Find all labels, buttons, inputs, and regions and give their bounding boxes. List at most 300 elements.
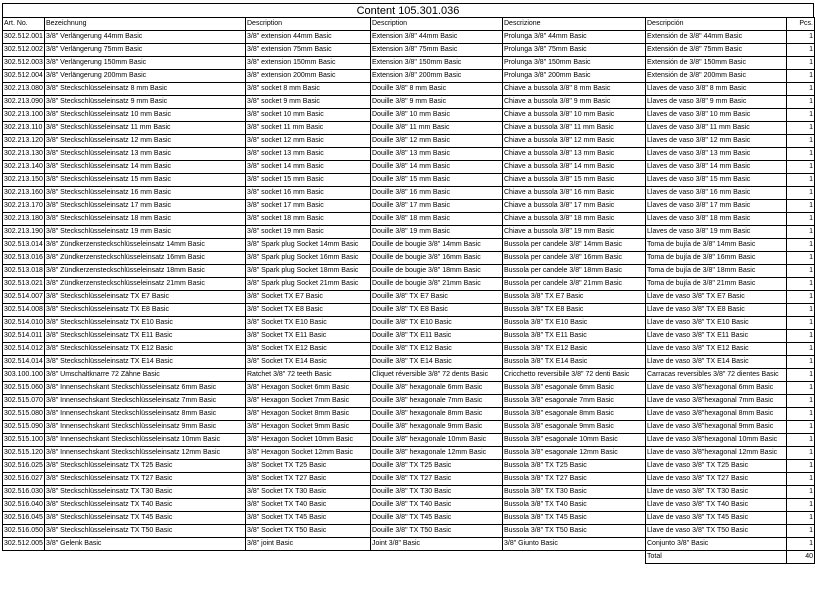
cell-descripcion: Llave de vaso 3/8"hexagonal 6mm Basic	[646, 382, 787, 395]
cell-bezeichnung: 3/8" Steckschlüsseleinsatz TX T50 Basic	[45, 525, 246, 538]
cell-bezeichnung: 3/8" Steckschlüsseleinsatz 18 mm Basic	[45, 213, 246, 226]
cell-description-fr: Douille 3/8" 8 mm Basic	[371, 83, 503, 96]
cell-description-fr: Douille 3/8" hexagonale 10mm Basic	[371, 434, 503, 447]
table-row	[3, 70, 815, 83]
cell-description-en: 3/8" socket 8 mm Basic	[246, 83, 371, 96]
cell-pcs: 1	[787, 122, 815, 135]
cell-description-en: 3/8" extension 200mm Basic	[246, 70, 371, 83]
table-row	[3, 486, 815, 499]
cell-pcs: 1	[787, 278, 815, 291]
cell-description-en: 3/8" Spark plug Socket 18mm Basic	[246, 265, 371, 278]
cell-descripcion: Llave de vaso 3/8" TX T40 Basic	[646, 499, 787, 512]
cell-descrizione: Bussola 3/8" TX E10 Basic	[503, 317, 646, 330]
cell-descripcion: Llave de vaso 3/8" TX E12 Basic	[646, 343, 787, 356]
cell-descripcion: Conjunto 3/8" Basic	[646, 538, 787, 551]
cell-art-no: 302.515.070	[3, 395, 45, 408]
cell-descrizione: Bussola 3/8" esagonale 7mm Basic	[503, 395, 646, 408]
cell-descripcion: Extensión de 3/8" 150mm Basic	[646, 57, 787, 70]
cell-pcs: 1	[787, 148, 815, 161]
cell-art-no: 302.515.080	[3, 408, 45, 421]
cell-description-fr: Douille de bougie 3/8" 16mm Basic	[371, 252, 503, 265]
cell-descripcion: Llaves de vaso 3/8" 12 mm Basic	[646, 135, 787, 148]
cell-descripcion: Llaves de vaso 3/8" 8 mm Basic	[646, 83, 787, 96]
cell-art-no: 302.514.008	[3, 304, 45, 317]
cell-description-fr: Extension 3/8" 44mm Basic	[371, 31, 503, 44]
total-value: 40	[787, 551, 815, 564]
table-header-row	[3, 18, 815, 31]
cell-descrizione: Bussola 3/8" TX E11 Basic	[503, 330, 646, 343]
cell-pcs: 1	[787, 200, 815, 213]
table-row	[3, 525, 815, 538]
cell-bezeichnung: 3/8" Verlängerung 75mm Basic	[45, 44, 246, 57]
cell-pcs: 1	[787, 460, 815, 473]
cell-pcs: 1	[787, 187, 815, 200]
cell-description-en: 3/8" socket 12 mm Basic	[246, 135, 371, 148]
cell-description-en: 3/8" extension 150mm Basic	[246, 57, 371, 70]
cell-bezeichnung: 3/8" Innensechskant Steckschlüsseleinsatz 6mm Basic	[45, 382, 246, 395]
cell-art-no: 302.213.160	[3, 187, 45, 200]
total-spacer	[246, 551, 371, 564]
cell-description-fr: Extension 3/8" 75mm Basic	[371, 44, 503, 57]
cell-description-en: 3/8" extension 44mm Basic	[246, 31, 371, 44]
table-row	[3, 382, 815, 395]
cell-description-fr: Douille 3/8" TX E11 Basic	[371, 330, 503, 343]
cell-descrizione: Bussola 3/8" TX T45 Basic	[503, 512, 646, 525]
table-row	[3, 109, 815, 122]
cell-bezeichnung: 3/8" Gelenk Basic	[45, 538, 246, 551]
cell-pcs: 1	[787, 83, 815, 96]
cell-pcs: 1	[787, 512, 815, 525]
cell-description-en: 3/8" Socket TX E11 Basic	[246, 330, 371, 343]
cell-pcs: 1	[787, 317, 815, 330]
cell-art-no: 302.515.100	[3, 434, 45, 447]
cell-description-fr: Douille 3/8" TX T27 Basic	[371, 473, 503, 486]
cell-art-no: 302.516.050	[3, 525, 45, 538]
cell-descrizione: Bussola 3/8" esagonale 10mm Basic	[503, 434, 646, 447]
cell-pcs: 1	[787, 356, 815, 369]
cell-descrizione: Bussola 3/8" esagonale 6mm Basic	[503, 382, 646, 395]
cell-descrizione: Bussola 3/8" TX T40 Basic	[503, 499, 646, 512]
cell-description-fr: Douille 3/8" hexagonale 6mm Basic	[371, 382, 503, 395]
cell-descrizione: Bussola 3/8" TX T50 Basic	[503, 525, 646, 538]
cell-description-en: 3/8" socket 17 mm Basic	[246, 200, 371, 213]
cell-description-en: 3/8" Hexagon Socket 8mm Basic	[246, 408, 371, 421]
cell-description-en: Ratchet 3/8" 72 teeth Basic	[246, 369, 371, 382]
cell-descrizione: Prolunga 3/8" 44mm Basic	[503, 31, 646, 44]
cell-descrizione: Bussola 3/8" TX E12 Basic	[503, 343, 646, 356]
cell-bezeichnung: 3/8" Steckschlüsseleinsatz 15 mm Basic	[45, 174, 246, 187]
cell-description-fr: Douille 3/8" 18 mm Basic	[371, 213, 503, 226]
cell-description-fr: Douille 3/8" TX E10 Basic	[371, 317, 503, 330]
cell-descripcion: Llave de vaso 3/8" TX T50 Basic	[646, 525, 787, 538]
cell-art-no: 302.514.010	[3, 317, 45, 330]
cell-descripcion: Llaves de vaso 3/8" 14 mm Basic	[646, 161, 787, 174]
cell-bezeichnung: 3/8" Steckschlüsseleinsatz 19 mm Basic	[45, 226, 246, 239]
cell-descrizione: Chiave a bussola 3/8" 14 mm Basic	[503, 161, 646, 174]
total-spacer	[371, 551, 503, 564]
cell-description-fr: Extension 3/8" 200mm Basic	[371, 70, 503, 83]
cell-descripcion: Llave de vaso 3/8" TX E14 Basic	[646, 356, 787, 369]
cell-art-no: 302.514.007	[3, 291, 45, 304]
cell-art-no: 302.512.003	[3, 57, 45, 70]
cell-description-en: 3/8" socket 18 mm Basic	[246, 213, 371, 226]
cell-descrizione: Chiave a bussola 3/8" 19 mm Basic	[503, 226, 646, 239]
cell-pcs: 1	[787, 57, 815, 70]
cell-description-en: 3/8" socket 15 mm Basic	[246, 174, 371, 187]
cell-descripcion: Toma de bujía de 3/8" 21mm Basic	[646, 278, 787, 291]
header-descripcion: Descripción	[646, 18, 787, 31]
cell-description-en: 3/8" socket 9 mm Basic	[246, 96, 371, 109]
cell-art-no: 302.213.120	[3, 135, 45, 148]
cell-art-no: 302.514.014	[3, 356, 45, 369]
table-row	[3, 499, 815, 512]
cell-descrizione: Chiave a bussola 3/8" 18 mm Basic	[503, 213, 646, 226]
cell-pcs: 1	[787, 213, 815, 226]
cell-bezeichnung: 3/8" Verlängerung 150mm Basic	[45, 57, 246, 70]
cell-description-en: 3/8" socket 16 mm Basic	[246, 187, 371, 200]
cell-bezeichnung: 3/8" Zündkerzensteckschlüsseleinsatz 14mm Basic	[45, 239, 246, 252]
cell-art-no: 302.213.140	[3, 161, 45, 174]
table-row	[3, 265, 815, 278]
cell-descrizione: Bussola per candele 3/8" 18mm Basic	[503, 265, 646, 278]
cell-bezeichnung: 3/8" Umschaltknarre 72 Zähne Basic	[45, 369, 246, 382]
cell-pcs: 1	[787, 382, 815, 395]
cell-bezeichnung: 3/8" Steckschlüsseleinsatz TX T45 Basic	[45, 512, 246, 525]
cell-bezeichnung: 3/8" Verlängerung 200mm Basic	[45, 70, 246, 83]
table-row	[3, 135, 815, 148]
table-row	[3, 213, 815, 226]
cell-description-en: 3/8" socket 10 mm Basic	[246, 109, 371, 122]
cell-descrizione: 3/8" Giunto Basic	[503, 538, 646, 551]
cell-descripcion: Llave de vaso 3/8" TX T25 Basic	[646, 460, 787, 473]
cell-pcs: 1	[787, 447, 815, 460]
cell-descrizione: Cricchetto reversibile 3/8" 72 denti Basic	[503, 369, 646, 382]
table-row	[3, 512, 815, 525]
cell-bezeichnung: 3/8" Verlängerung 44mm Basic	[45, 31, 246, 44]
cell-description-en: 3/8" Socket TX E14 Basic	[246, 356, 371, 369]
cell-descripcion: Llave de vaso 3/8" TX E10 Basic	[646, 317, 787, 330]
cell-descripcion: Llave de vaso 3/8" TX T45 Basic	[646, 512, 787, 525]
cell-art-no: 302.213.100	[3, 109, 45, 122]
table-row	[3, 434, 815, 447]
header-art-no: Art. No.	[3, 18, 45, 31]
cell-bezeichnung: 3/8" Zündkerzensteckschlüsseleinsatz 21mm Basic	[45, 278, 246, 291]
cell-descripcion: Llave de vaso 3/8" TX E7 Basic	[646, 291, 787, 304]
table-row	[3, 291, 815, 304]
cell-pcs: 1	[787, 486, 815, 499]
total-label: Total	[646, 551, 787, 564]
table-row	[3, 356, 815, 369]
cell-description-fr: Douille 3/8" 12 mm Basic	[371, 135, 503, 148]
cell-descripcion: Llaves de vaso 3/8" 15 mm Basic	[646, 174, 787, 187]
cell-description-en: 3/8" Hexagon Socket 7mm Basic	[246, 395, 371, 408]
cell-bezeichnung: 3/8" Innensechskant Steckschlüsseleinsatz 10mm Basic	[45, 434, 246, 447]
cell-art-no: 302.213.130	[3, 148, 45, 161]
header-description-en: Description	[246, 18, 371, 31]
cell-descripcion: Llaves de vaso 3/8" 9 mm Basic	[646, 96, 787, 109]
cell-pcs: 1	[787, 538, 815, 551]
cell-pcs: 1	[787, 421, 815, 434]
table-row	[3, 330, 815, 343]
cell-art-no: 302.515.090	[3, 421, 45, 434]
cell-descripcion: Llave de vaso 3/8" TX T30 Basic	[646, 486, 787, 499]
cell-descripcion: Llave de vaso 3/8" TX E11 Basic	[646, 330, 787, 343]
cell-art-no: 302.515.120	[3, 447, 45, 460]
table-row	[3, 460, 815, 473]
cell-descrizione: Chiave a bussola 3/8" 9 mm Basic	[503, 96, 646, 109]
cell-art-no: 302.213.180	[3, 213, 45, 226]
cell-description-en: 3/8" Socket TX T45 Basic	[246, 512, 371, 525]
header-descrizione: Descrizione	[503, 18, 646, 31]
cell-description-en: 3/8" Socket TX T27 Basic	[246, 473, 371, 486]
cell-pcs: 1	[787, 174, 815, 187]
table-row	[3, 304, 815, 317]
cell-description-en: 3/8" Socket TX E10 Basic	[246, 317, 371, 330]
cell-description-en: 3/8" Spark plug Socket 14mm Basic	[246, 239, 371, 252]
cell-pcs: 1	[787, 44, 815, 57]
cell-bezeichnung: 3/8" Steckschlüsseleinsatz 12 mm Basic	[45, 135, 246, 148]
cell-art-no: 302.516.045	[3, 512, 45, 525]
cell-bezeichnung: 3/8" Steckschlüsseleinsatz TX E14 Basic	[45, 356, 246, 369]
cell-pcs: 1	[787, 473, 815, 486]
table-row	[3, 317, 815, 330]
cell-pcs: 1	[787, 252, 815, 265]
cell-description-fr: Douille 3/8" TX T50 Basic	[371, 525, 503, 538]
cell-descripcion: Llaves de vaso 3/8" 17 mm Basic	[646, 200, 787, 213]
cell-descrizione: Bussola 3/8" esagonale 9mm Basic	[503, 421, 646, 434]
cell-descrizione: Chiave a bussola 3/8" 8 mm Basic	[503, 83, 646, 96]
cell-descrizione: Chiave a bussola 3/8" 17 mm Basic	[503, 200, 646, 213]
cell-art-no: 302.513.016	[3, 252, 45, 265]
cell-pcs: 1	[787, 434, 815, 447]
cell-description-fr: Douille 3/8" 16 mm Basic	[371, 187, 503, 200]
content-list	[2, 3, 814, 564]
cell-descripcion: Llave de vaso 3/8"hexagonal 12mm Basic	[646, 447, 787, 460]
table-row	[3, 538, 815, 551]
cell-descrizione: Bussola 3/8" TX T27 Basic	[503, 473, 646, 486]
cell-description-fr: Douille 3/8" TX E14 Basic	[371, 356, 503, 369]
cell-description-en: 3/8" Socket TX E12 Basic	[246, 343, 371, 356]
cell-descrizione: Prolunga 3/8" 200mm Basic	[503, 70, 646, 83]
cell-art-no: 302.514.011	[3, 330, 45, 343]
table-row	[3, 369, 815, 382]
cell-description-fr: Douille 3/8" hexagonale 12mm Basic	[371, 447, 503, 460]
cell-pcs: 1	[787, 96, 815, 109]
cell-descripcion: Extensión de 3/8" 200mm Basic	[646, 70, 787, 83]
cell-description-fr: Douille 3/8" TX E12 Basic	[371, 343, 503, 356]
cell-bezeichnung: 3/8" Steckschlüsseleinsatz TX E7 Basic	[45, 291, 246, 304]
cell-description-fr: Douille 3/8" TX T30 Basic	[371, 486, 503, 499]
cell-description-en: 3/8" Socket TX E7 Basic	[246, 291, 371, 304]
table-row	[3, 395, 815, 408]
cell-art-no: 302.516.025	[3, 460, 45, 473]
table-row	[3, 44, 815, 57]
cell-art-no: 302.213.170	[3, 200, 45, 213]
cell-art-no: 302.515.060	[3, 382, 45, 395]
cell-description-en: 3/8" Hexagon Socket 12mm Basic	[246, 447, 371, 460]
cell-bezeichnung: 3/8" Steckschlüsseleinsatz 17 mm Basic	[45, 200, 246, 213]
cell-pcs: 1	[787, 525, 815, 538]
cell-descrizione: Bussola 3/8" TX E8 Basic	[503, 304, 646, 317]
table-row	[3, 83, 815, 96]
cell-descripcion: Toma de bujía de 3/8" 16mm Basic	[646, 252, 787, 265]
cell-art-no: 303.100.100	[3, 369, 45, 382]
cell-description-fr: Extension 3/8" 150mm Basic	[371, 57, 503, 70]
cell-art-no: 302.516.027	[3, 473, 45, 486]
cell-descripcion: Carracas reversibles 3/8" 72 dientes Basic	[646, 369, 787, 382]
cell-descripcion: Llave de vaso 3/8"hexagonal 7mm Basic	[646, 395, 787, 408]
cell-descrizione: Chiave a bussola 3/8" 13 mm Basic	[503, 148, 646, 161]
cell-descrizione: Bussola 3/8" TX E7 Basic	[503, 291, 646, 304]
cell-art-no: 302.213.080	[3, 83, 45, 96]
table-row	[3, 447, 815, 460]
cell-description-fr: Joint 3/8" Basic	[371, 538, 503, 551]
table-row	[3, 226, 815, 239]
cell-art-no: 302.513.014	[3, 239, 45, 252]
cell-art-no: 302.213.110	[3, 122, 45, 135]
cell-descripcion: Llaves de vaso 3/8" 13 mm Basic	[646, 148, 787, 161]
total-row	[3, 551, 815, 564]
cell-descrizione: Prolunga 3/8" 150mm Basic	[503, 57, 646, 70]
cell-description-en: 3/8" socket 19 mm Basic	[246, 226, 371, 239]
cell-bezeichnung: 3/8" Steckschlüsseleinsatz 9 mm Basic	[45, 96, 246, 109]
cell-description-fr: Cliquet réversible 3/8" 72 dents Basic	[371, 369, 503, 382]
cell-bezeichnung: 3/8" Innensechskant Steckschlüsseleinsatz 12mm Basic	[45, 447, 246, 460]
table-row	[3, 148, 815, 161]
cell-description-en: 3/8" extension 75mm Basic	[246, 44, 371, 57]
cell-art-no: 302.213.090	[3, 96, 45, 109]
table-row	[3, 343, 815, 356]
cell-description-fr: Douille 3/8" 15 mm Basic	[371, 174, 503, 187]
total-spacer	[45, 551, 246, 564]
cell-pcs: 1	[787, 70, 815, 83]
cell-pcs: 1	[787, 135, 815, 148]
cell-bezeichnung: 3/8" Innensechskant Steckschlüsseleinsatz 7mm Basic	[45, 395, 246, 408]
cell-pcs: 1	[787, 499, 815, 512]
cell-descripcion: Llaves de vaso 3/8" 18 mm Basic	[646, 213, 787, 226]
cell-description-en: 3/8" Spark plug Socket 16mm Basic	[246, 252, 371, 265]
cell-description-en: 3/8" Hexagon Socket 6mm Basic	[246, 382, 371, 395]
cell-art-no: 302.514.012	[3, 343, 45, 356]
cell-description-fr: Douille 3/8" TX E8 Basic	[371, 304, 503, 317]
cell-descrizione: Chiave a bussola 3/8" 12 mm Basic	[503, 135, 646, 148]
cell-description-en: 3/8" Socket TX T30 Basic	[246, 486, 371, 499]
cell-pcs: 1	[787, 304, 815, 317]
cell-descrizione: Chiave a bussola 3/8" 10 mm Basic	[503, 109, 646, 122]
cell-description-en: 3/8" socket 14 mm Basic	[246, 161, 371, 174]
cell-bezeichnung: 3/8" Steckschlüsseleinsatz TX T30 Basic	[45, 486, 246, 499]
cell-bezeichnung: 3/8" Steckschlüsseleinsatz TX T25 Basic	[45, 460, 246, 473]
cell-description-en: 3/8" Socket TX T50 Basic	[246, 525, 371, 538]
table-row	[3, 200, 815, 213]
cell-pcs: 1	[787, 265, 815, 278]
cell-bezeichnung: 3/8" Steckschlüsseleinsatz 16 mm Basic	[45, 187, 246, 200]
cell-descripcion: Llave de vaso 3/8"hexagonal 8mm Basic	[646, 408, 787, 421]
cell-pcs: 1	[787, 226, 815, 239]
table-row	[3, 252, 815, 265]
cell-bezeichnung: 3/8" Steckschlüsseleinsatz TX E11 Basic	[45, 330, 246, 343]
table-row	[3, 31, 815, 44]
cell-description-fr: Douille 3/8" hexagonale 8mm Basic	[371, 408, 503, 421]
cell-descripcion: Llave de vaso 3/8" TX E8 Basic	[646, 304, 787, 317]
cell-pcs: 1	[787, 239, 815, 252]
table-row	[3, 161, 815, 174]
cell-descripcion: Llave de vaso 3/8"hexagonal 9mm Basic	[646, 421, 787, 434]
table-row	[3, 174, 815, 187]
cell-art-no: 302.513.021	[3, 278, 45, 291]
cell-description-en: 3/8" Spark plug Socket 21mm Basic	[246, 278, 371, 291]
table-row	[3, 96, 815, 109]
cell-bezeichnung: 3/8" Steckschlüsseleinsatz 11 mm Basic	[45, 122, 246, 135]
cell-art-no: 302.512.002	[3, 44, 45, 57]
cell-description-fr: Douille 3/8" hexagonale 9mm Basic	[371, 421, 503, 434]
cell-descrizione: Chiave a bussola 3/8" 11 mm Basic	[503, 122, 646, 135]
cell-pcs: 1	[787, 31, 815, 44]
cell-descrizione: Chiave a bussola 3/8" 15 mm Basic	[503, 174, 646, 187]
cell-bezeichnung: 3/8" Steckschlüsseleinsatz TX E8 Basic	[45, 304, 246, 317]
cell-descrizione: Bussola 3/8" esagonale 12mm Basic	[503, 447, 646, 460]
cell-bezeichnung: 3/8" Steckschlüsseleinsatz 14 mm Basic	[45, 161, 246, 174]
cell-pcs: 1	[787, 291, 815, 304]
cell-description-fr: Douille 3/8" hexagonale 7mm Basic	[371, 395, 503, 408]
cell-pcs: 1	[787, 330, 815, 343]
table-row	[3, 239, 815, 252]
cell-bezeichnung: 3/8" Steckschlüsseleinsatz 13 mm Basic	[45, 148, 246, 161]
cell-description-en: 3/8" Socket TX T40 Basic	[246, 499, 371, 512]
total-spacer	[3, 551, 45, 564]
cell-description-en: 3/8" socket 11 mm Basic	[246, 122, 371, 135]
cell-descripcion: Llaves de vaso 3/8" 11 mm Basic	[646, 122, 787, 135]
table-row	[3, 408, 815, 421]
cell-bezeichnung: 3/8" Steckschlüsseleinsatz TX E10 Basic	[45, 317, 246, 330]
cell-description-fr: Douille 3/8" 19 mm Basic	[371, 226, 503, 239]
cell-art-no: 302.213.190	[3, 226, 45, 239]
total-spacer	[503, 551, 646, 564]
cell-descripcion: Extensión de 3/8" 75mm Basic	[646, 44, 787, 57]
cell-description-en: 3/8" Hexagon Socket 9mm Basic	[246, 421, 371, 434]
cell-descrizione: Bussola per candele 3/8" 16mm Basic	[503, 252, 646, 265]
cell-pcs: 1	[787, 109, 815, 122]
cell-description-fr: Douille 3/8" 13 mm Basic	[371, 148, 503, 161]
cell-pcs: 1	[787, 369, 815, 382]
cell-descripcion: Llaves de vaso 3/8" 16 mm Basic	[646, 187, 787, 200]
table-row	[3, 278, 815, 291]
page-title: Content 105.301.036	[2, 3, 814, 17]
table-row	[3, 473, 815, 486]
cell-description-fr: Douille 3/8" TX T45 Basic	[371, 512, 503, 525]
cell-descrizione: Chiave a bussola 3/8" 16 mm Basic	[503, 187, 646, 200]
cell-description-fr: Douille 3/8" TX E7 Basic	[371, 291, 503, 304]
cell-descrizione: Bussola per candele 3/8" 21mm Basic	[503, 278, 646, 291]
cell-bezeichnung: 3/8" Zündkerzensteckschlüsseleinsatz 18mm Basic	[45, 265, 246, 278]
cell-pcs: 1	[787, 343, 815, 356]
cell-art-no: 302.516.030	[3, 486, 45, 499]
cell-art-no: 302.213.150	[3, 174, 45, 187]
cell-description-fr: Douille 3/8" 14 mm Basic	[371, 161, 503, 174]
cell-art-no: 302.512.004	[3, 70, 45, 83]
cell-art-no: 302.513.018	[3, 265, 45, 278]
cell-descripcion: Extensión de 3/8" 44mm Basic	[646, 31, 787, 44]
cell-description-fr: Douille de bougie 3/8" 18mm Basic	[371, 265, 503, 278]
cell-bezeichnung: 3/8" Innensechskant Steckschlüsseleinsatz 8mm Basic	[45, 408, 246, 421]
cell-descrizione: Bussola per candele 3/8" 14mm Basic	[503, 239, 646, 252]
cell-bezeichnung: 3/8" Steckschlüsseleinsatz TX T40 Basic	[45, 499, 246, 512]
cell-art-no: 302.516.040	[3, 499, 45, 512]
cell-description-en: 3/8" Hexagon Socket 10mm Basic	[246, 434, 371, 447]
cell-bezeichnung: 3/8" Steckschlüsseleinsatz TX T27 Basic	[45, 473, 246, 486]
cell-bezeichnung: 3/8" Innensechskant Steckschlüsseleinsatz 9mm Basic	[45, 421, 246, 434]
cell-art-no: 302.512.001	[3, 31, 45, 44]
